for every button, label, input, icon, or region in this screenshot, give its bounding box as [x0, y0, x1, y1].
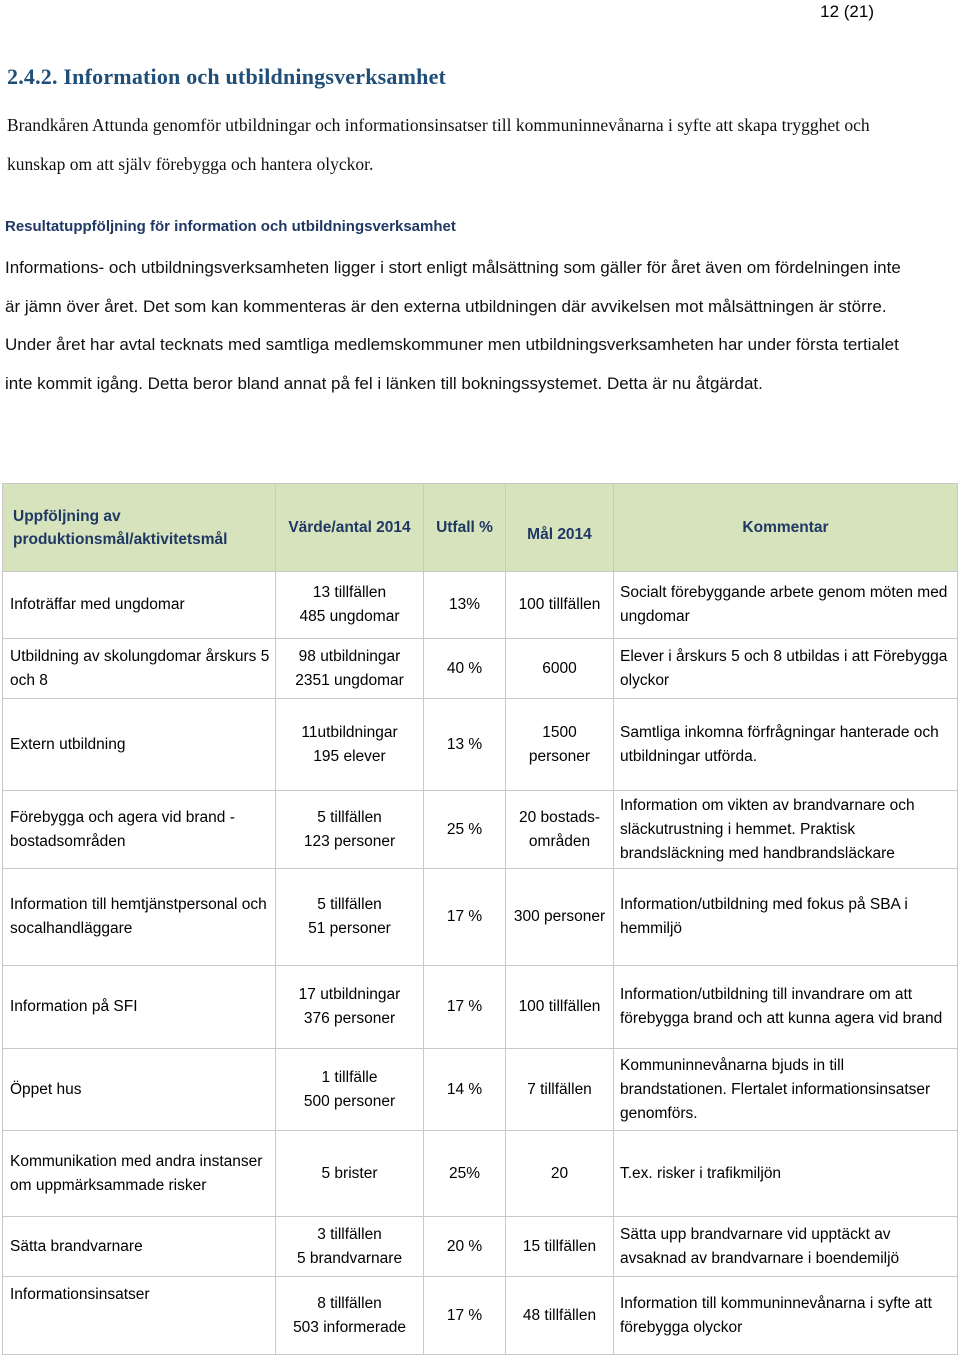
header-value: Värde/antal 2014 [276, 484, 424, 572]
activity-cell: Kommunikation med andra instanser om uppmärksammade risker [3, 1131, 276, 1217]
results-paragraph: Informations- och utbildningsverksamheten ligger i stort enligt målsättning som gäller för året även om fördelningen inte är jämn över året. Det som kan kommenteras är den externa utbildningen där avvikelsen mot målsättningen är större. Under året har avtal tecknats med samtliga medlemskommuner men utbildningsverksamheten har under första tertialet inte kommit igång. Detta beror bland annat på fel i länken till bokningssystemet. Detta är nu åtgärdat. [5, 258, 901, 394]
table-header-row [3, 484, 958, 572]
value-cell: 3 tillfällen 5 brandvarnare [276, 1217, 424, 1277]
outcome-cell: 17 % [424, 869, 506, 966]
goal-cell: 1500 personer [506, 699, 614, 791]
outcome-cell: 13 % [424, 699, 506, 791]
comment-cell: Information till kommuninnevånarna i syfte att förebygga olyckor [614, 1277, 958, 1355]
value-cell: 5 tillfällen 123 personer [276, 791, 424, 869]
activity-cell: Extern utbildning [3, 699, 276, 791]
outcome-cell: 25 % [424, 791, 506, 869]
activity-cell: Sätta brandvarnare [3, 1217, 276, 1277]
goal-cell: 100 tillfällen [506, 572, 614, 639]
comment-cell: Information/utbildning med fokus på SBA i hemmiljö [614, 869, 958, 966]
outcome-cell: 40 % [424, 639, 506, 699]
comment-cell: T.ex. risker i trafikmiljön [614, 1131, 958, 1217]
value-cell: 8 tillfällen 503 informerade [276, 1277, 424, 1355]
table-row [3, 1217, 958, 1277]
header-activity: Uppföljning av produktionsmål/aktivitetsmål [3, 484, 276, 572]
value-cell: 11utbildningar 195 elever [276, 699, 424, 791]
outcome-cell: 25% [424, 1131, 506, 1217]
results-table [2, 483, 958, 1355]
activity-cell: Informationsinsatser [3, 1277, 276, 1355]
goal-cell: 15 tillfällen [506, 1217, 614, 1277]
results-heading: Resultatuppföljning för information och utbildningsverksamhet [5, 218, 456, 235]
value-cell: 17 utbildningar 376 personer [276, 966, 424, 1049]
goal-cell: 20 bostadsområden [506, 791, 614, 869]
activity-cell: Information till hemtjänstpersonal och socalhandläggare [3, 869, 276, 966]
goal-cell: 20 [506, 1131, 614, 1217]
value-cell: 13 tillfällen 485 ungdomar [276, 572, 424, 639]
outcome-cell: 14 % [424, 1049, 506, 1131]
goal-cell: 6000 [506, 639, 614, 699]
goal-cell: 7 tillfällen [506, 1049, 614, 1131]
value-cell: 98 utbildningar 2351 ungdomar [276, 639, 424, 699]
goal-cell: 100 tillfällen [506, 966, 614, 1049]
comment-cell: Information om vikten av brandvarnare och släckutrustning i hemmet. Praktisk brandsläckning med handbrandsläckare [614, 791, 958, 869]
value-cell: 5 brister [276, 1131, 424, 1217]
table-row [3, 966, 958, 1049]
activity-cell: Utbildning av skolungdomar årskurs 5 och 8 [3, 639, 276, 699]
table-row [3, 1131, 958, 1217]
table-row [3, 1277, 958, 1355]
comment-cell: Information/utbildning till invandrare om att förebygga brand och att kunna agera vid brand [614, 966, 958, 1049]
header-outcome: Utfall % [424, 484, 506, 572]
goal-cell: 300 personer [506, 869, 614, 966]
outcome-cell: 13% [424, 572, 506, 639]
comment-cell: Samtliga inkomna förfrågningar hanterade och utbildningar utförda. [614, 699, 958, 791]
comment-cell: Kommuninnevånarna bjuds in till brandstationen. Flertalet informationsinsatser genomförs. [614, 1049, 958, 1131]
outcome-cell: 17 % [424, 966, 506, 1049]
activity-cell: Förebygga och agera vid brand - bostadsområden [3, 791, 276, 869]
section-heading: 2.4.2. Information och utbildningsverksamhet [7, 64, 447, 89]
intro-paragraph: Brandkåren Attunda genomför utbildningar och informationsinsatser till kommuninnevånarna i syfte att skapa trygghet och kunskap om att själv förebygga och hantera olyckor. [7, 115, 870, 174]
comment-cell: Socialt förebyggande arbete genom möten med ungdomar [614, 572, 958, 639]
table-row [3, 791, 958, 869]
header-goal: Mål 2014 [506, 484, 614, 572]
value-cell: 5 tillfällen 51 personer [276, 869, 424, 966]
table-row [3, 1049, 958, 1131]
table-row [3, 639, 958, 699]
comment-cell: Elever i årskurs 5 och 8 utbildas i att Förebygga olyckor [614, 639, 958, 699]
value-cell: 1 tillfälle 500 personer [276, 1049, 424, 1131]
comment-cell: Sätta upp brandvarnare vid upptäckt av avsaknad av brandvarnare i boendemiljö [614, 1217, 958, 1277]
outcome-cell: 20 % [424, 1217, 506, 1277]
activity-cell: Öppet hus [3, 1049, 276, 1131]
activity-cell: Information på SFI [3, 966, 276, 1049]
activity-cell: Infoträffar med ungdomar [3, 572, 276, 639]
table-row [3, 869, 958, 966]
outcome-cell: 17 % [424, 1277, 506, 1355]
page-number: 12 (21) [820, 2, 874, 21]
header-comment: Kommentar [614, 484, 958, 572]
goal-cell: 48 tillfällen [506, 1277, 614, 1355]
table-row [3, 572, 958, 639]
table-row [3, 699, 958, 791]
